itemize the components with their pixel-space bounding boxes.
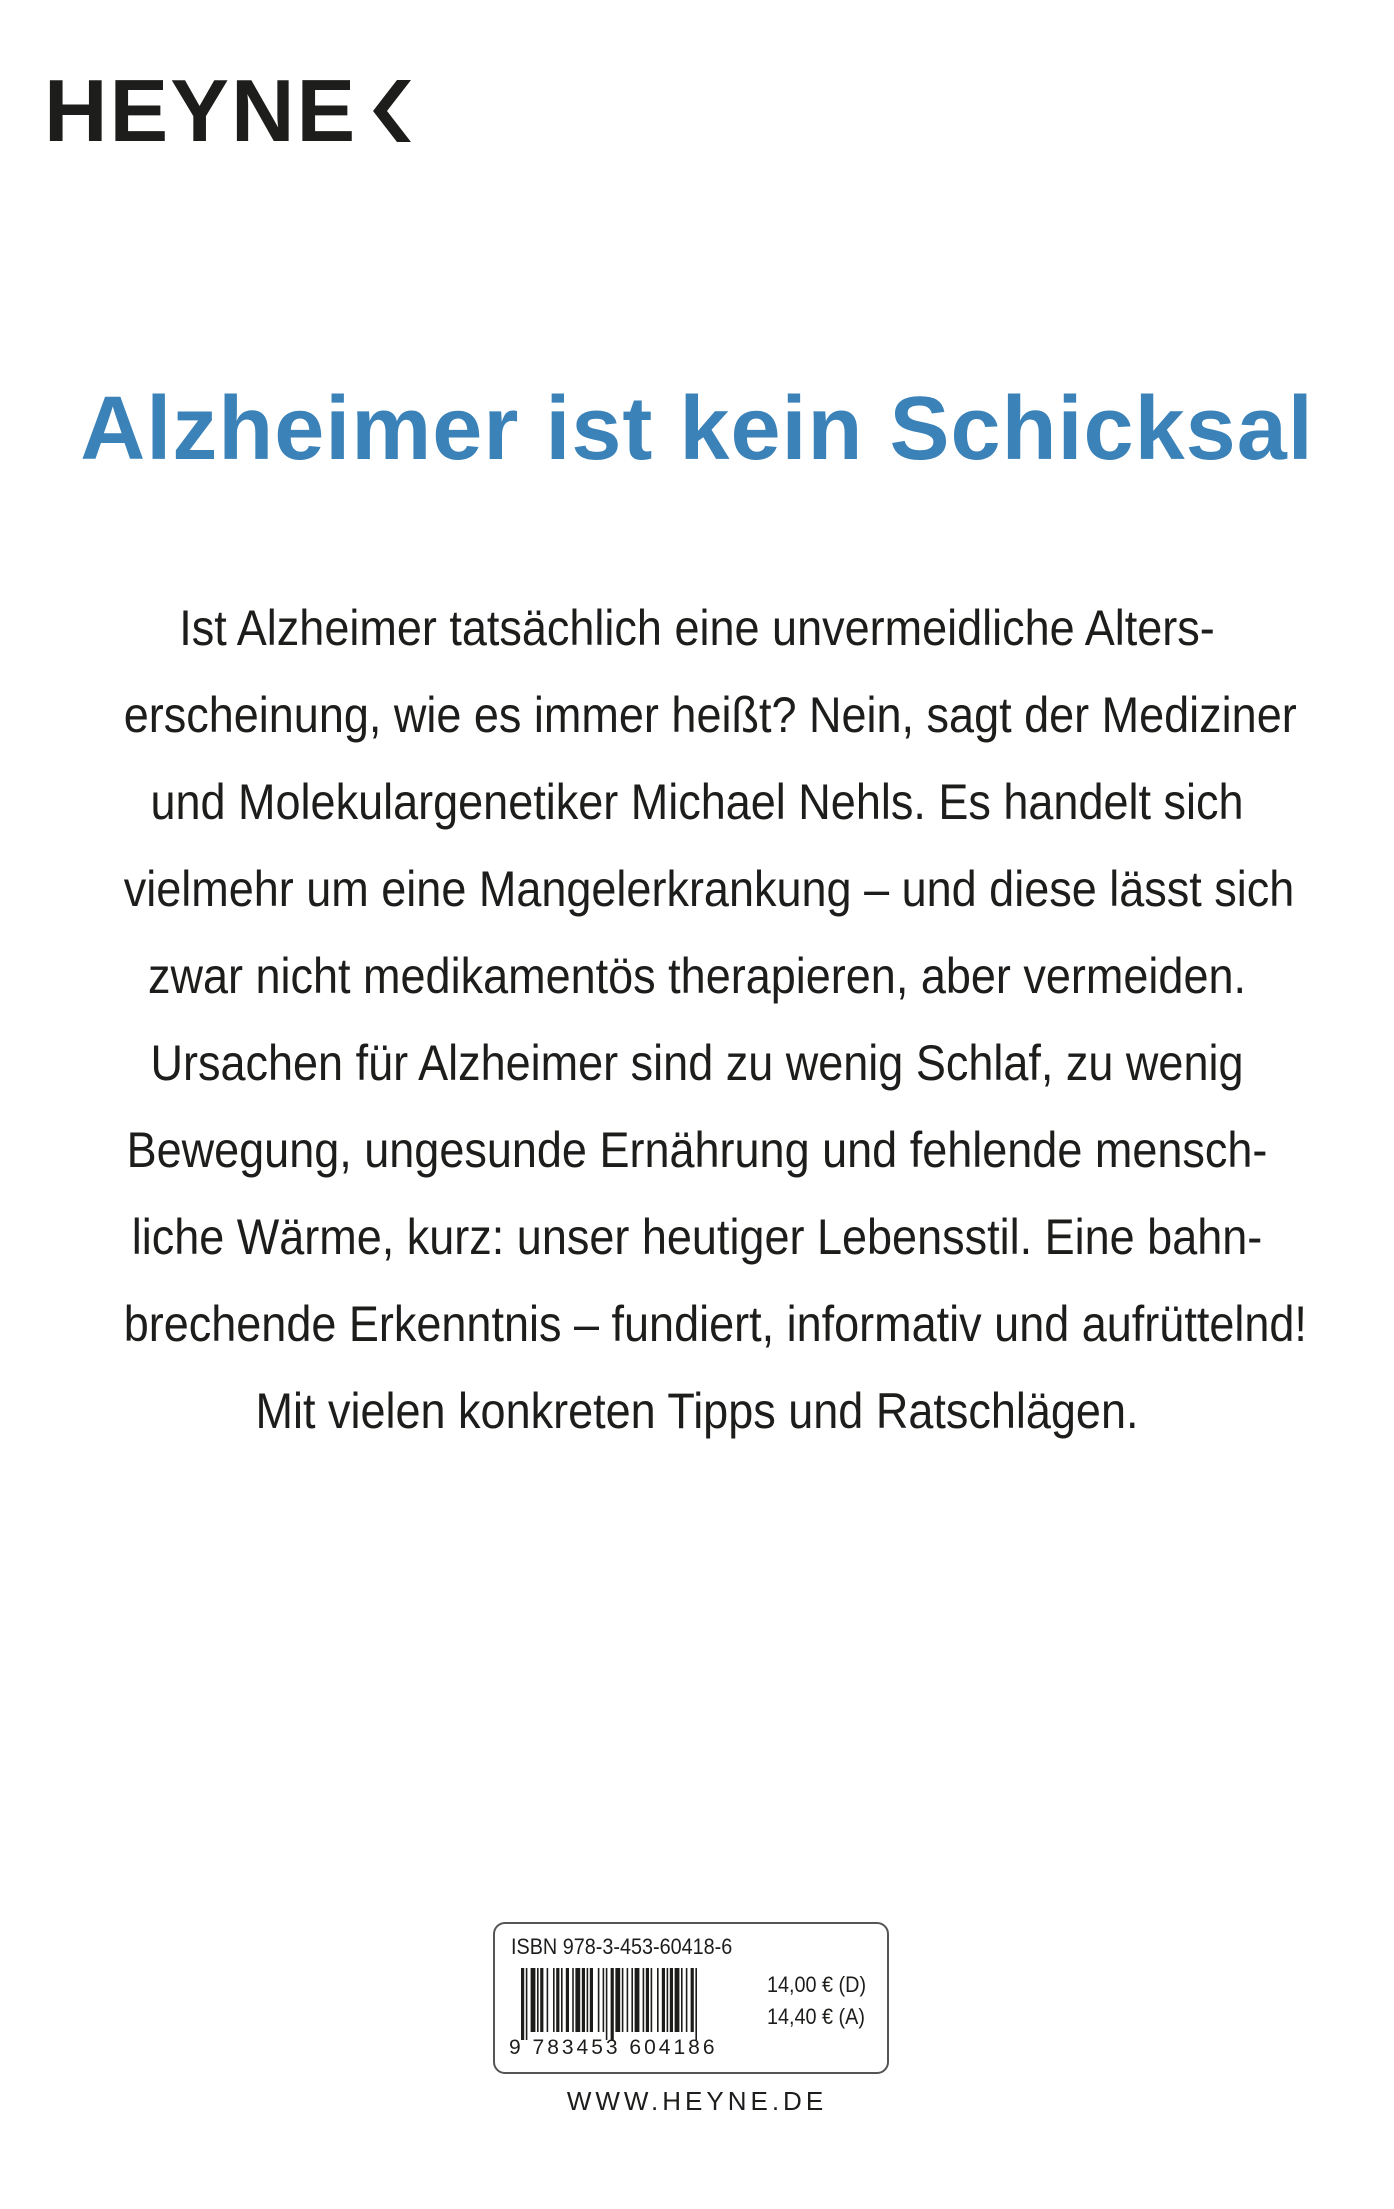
blurb-line: Bewegung, ungesunde Ernährung und fehlende mensch- bbox=[126, 1122, 1268, 1178]
price-germany: 14,00 € (D) bbox=[767, 1972, 867, 1997]
isbn-price-box bbox=[493, 1922, 889, 2074]
publisher-website: WWW.HEYNE.DE bbox=[566, 2086, 828, 2116]
blurb-line: vielmehr um eine Mangelerkrankung – und diese lässt sich bbox=[123, 861, 1295, 917]
blurb-line: und Molekulargenetiker Michael Nehls. Es handelt sich bbox=[150, 774, 1244, 830]
blurb-line: Ursachen für Alzheimer sind zu wenig Schlaf, zu wenig bbox=[150, 1035, 1244, 1091]
price-austria: 14,40 € (A) bbox=[767, 2004, 865, 2029]
chevron-left-icon bbox=[371, 80, 411, 142]
blurb-line: zwar nicht medikamentös therapieren, aber vermeiden. bbox=[147, 948, 1247, 1004]
blurb-line: erscheinung, wie es immer heißt? Nein, sagt der Mediziner bbox=[123, 687, 1297, 743]
headline: Alzheimer ist kein Schicksal bbox=[80, 379, 1314, 479]
isbn-number: ISBN 978-3-453-60418-6 bbox=[511, 1934, 733, 1959]
barcode-digits: 9 783453 604186 bbox=[509, 2036, 718, 2059]
blurb-line: Ist Alzheimer tatsächlich eine unvermeidliche Alters- bbox=[179, 600, 1215, 656]
blurb-text bbox=[60, 585, 1334, 1455]
publisher-logo bbox=[44, 61, 411, 160]
blurb-line: brechende Erkenntnis – fundiert, informativ und aufrüttelnd! bbox=[123, 1296, 1307, 1352]
blurb-line: Mit vielen konkreten Tipps und Ratschlägen. bbox=[255, 1383, 1139, 1439]
publisher-name: HEYNE bbox=[44, 61, 358, 160]
blurb-line: liche Wärme, kurz: unser heutiger Lebensstil. Eine bahn- bbox=[131, 1209, 1263, 1265]
